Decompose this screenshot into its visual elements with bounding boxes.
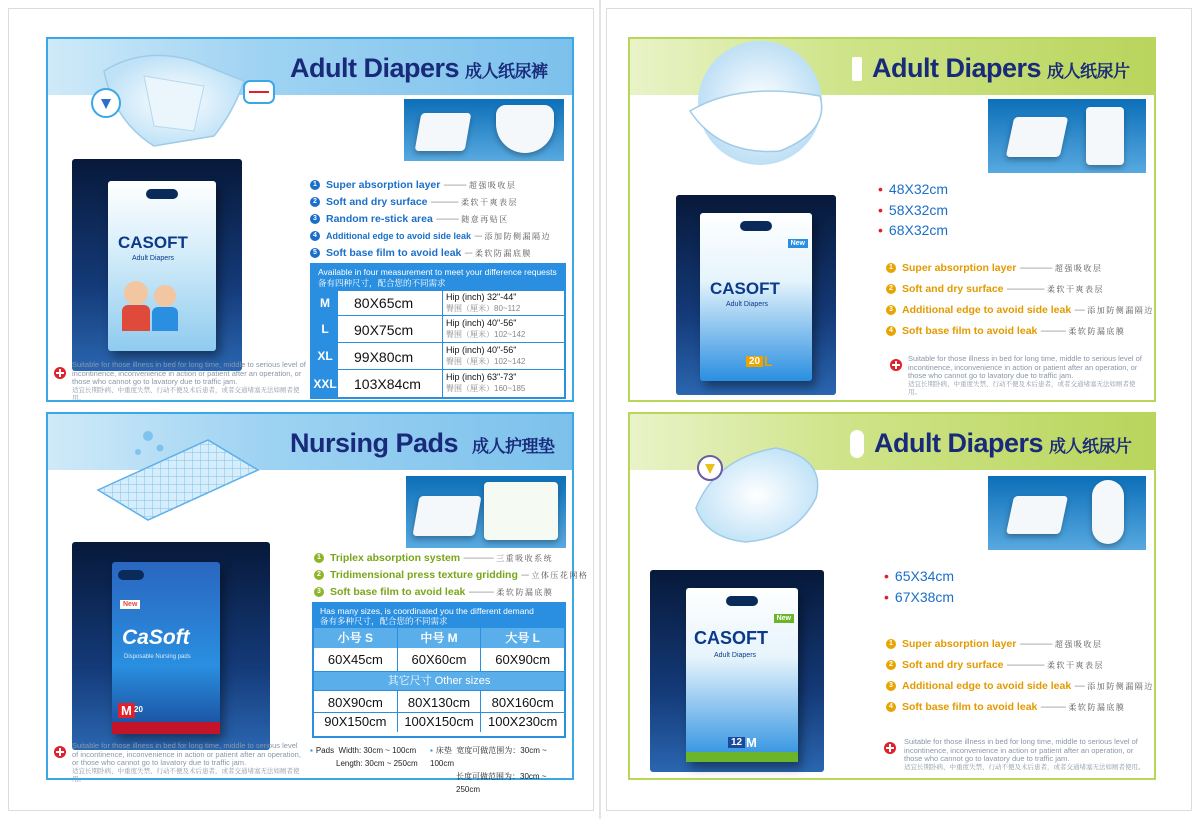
diaper-hero-illustration (84, 41, 284, 161)
box-count: 12 (728, 737, 745, 748)
pads-table-header: Has many sizes, is coordinated you the different demand 备有多种尺寸，配合您的不同需求 (314, 604, 564, 628)
product-box-casoft-briefs (72, 159, 242, 371)
pad-hero-illustration (660, 41, 860, 181)
pads-spec: ▪ Pads Width: 30cm ~ 100cm Length: 30cm ~ 250cm (310, 746, 418, 768)
title-en: Adult Diapers (874, 428, 1044, 458)
dimension-item: • 68X32cm (878, 222, 949, 238)
box-size: M (746, 735, 757, 750)
box-brand: CASOFT (710, 279, 780, 298)
pads-size-headers: 小号 S 中号 M 大号 L (314, 628, 564, 648)
product-thumbnail (406, 476, 566, 548)
size-row-l: L 90X75cm Hip (inch) 40"-56" 臀围（厘米）102~142 (312, 315, 564, 342)
box-subtitle: Adult Diapers (726, 301, 769, 308)
box-count: 20 (746, 356, 763, 367)
panel-title (290, 428, 555, 459)
usage-note: Suitable for those illness in bed for long time, middle to serious level of incontinence, inconvenience in action or patient after an operation, or those who cannot go to lavatory due to traffic jam. 适宜长期卧病、中重度失禁、行动不便及术后患者，或者交通堵塞无法如厕者使用。 (72, 360, 306, 402)
pads-other-row-2: 90X150cm 100X150cm 100X230cm (314, 712, 564, 732)
box-count: 20 (134, 705, 143, 714)
box-badge: New (774, 614, 794, 623)
pads-main-sizes: 60X45cm 60X60cm 60X90cm (314, 648, 564, 672)
title-en: Adult Diapers (872, 53, 1042, 83)
box-size: L (764, 353, 773, 369)
usage-note: Suitable for those illness in bed for long time, middle to serious level of incontinence, inconvenience in action or patient after an operation, or those who cannot go to lavatory due to traffic jam. 适宜长期卧病、中重度失禁、行动不便及术后患者，或者交通堵塞无法如厕者使用。 (904, 737, 1145, 771)
title-en: Nursing Pads (290, 428, 459, 458)
size-table-header: Available in four measurement to meet your difference requests 备有四种尺寸，配合您的不同需求 (312, 265, 564, 291)
box-badge: New (788, 239, 808, 248)
title-marker-icon (852, 57, 862, 81)
panel-title (290, 53, 548, 84)
feature-1: 1 Super absorption layer ------------- 超强吸收层 (886, 262, 1102, 274)
medical-cross-icon (54, 746, 66, 758)
product-thumbnail (988, 99, 1146, 173)
box-subtitle: Adult Diapers (714, 652, 757, 659)
product-thumbnail (404, 99, 564, 161)
pads-other-sizes-label: 其它尺寸 Other sizes (314, 672, 564, 690)
pads-size-table (312, 602, 566, 738)
panel-title (872, 53, 1130, 84)
feature-2: 2 Tridimensional press texture gridding --- 立体压花网格 (314, 569, 588, 581)
title-cn: 成人纸尿片 (1049, 437, 1132, 456)
medical-cross-icon (54, 367, 66, 379)
size-row-xxl: XXL 103X84cm Hip (inch) 63"-73" 臀围（厘米）160~185 (312, 369, 564, 397)
feature-1: 1 Super absorption layer ------------- 超强吸收层 (886, 638, 1102, 650)
product-box-casoft-nursing (72, 542, 270, 750)
feature-3: 3 Additional edge to avoid side leak ---- 添加防侧漏隔边 (886, 680, 1154, 692)
product-box-casoft-pads (676, 195, 836, 395)
nursing-pad-hero-illustration (88, 420, 268, 530)
feature-4: 4 Soft base film to avoid leak ---------- 柔软防漏底膜 (886, 325, 1125, 337)
title-cn: 成人护理垫 (472, 437, 555, 456)
title-cn: 成人纸尿片 (1047, 62, 1130, 81)
dimension-item: • 48X32cm (878, 181, 949, 197)
panel-adult-diapers-pads (628, 37, 1156, 402)
feature-1: 1 Super absorption layer --------- 超强吸收层 (310, 179, 516, 191)
title-cn: 成人纸尿裤 (465, 62, 548, 81)
dimension-item: • 58X32cm (878, 201, 949, 218)
feature-2: 2 Soft and dry surface --------------- 柔软干爽表层 (886, 283, 1104, 295)
box-brand: CASOFT (118, 233, 188, 252)
panel-nursing-pads (46, 412, 589, 794)
feature-2: 2 Soft and dry surface ----------- 柔软干爽表层 (310, 196, 518, 208)
feature-3: 3 Additional edge to avoid side leak ---- 添加防侧漏隔边 (886, 304, 1154, 316)
box-size: M (118, 703, 135, 718)
medical-cross-icon (890, 359, 902, 371)
product-thumbnail (988, 476, 1146, 550)
panel-adult-diapers-briefs (46, 37, 574, 402)
dimension-item: • 65X34cm (884, 568, 955, 584)
feature-2: 2 Soft and dry surface --------------- 柔软干爽表层 (886, 659, 1104, 671)
size-row-m: M 80X65cm Hip (inch) 32"-44" 臀围（厘米）80~112 (312, 289, 564, 315)
usage-note: Suitable for those illness in bed for long time, middle to serious level of incontinence, inconvenience in action or patient after an operation, or those who cannot go to lavatory due to traffic jam. 适宜长期卧病、中重度失禁、行动不便及术后患者，或者交通堵塞无法如厕者使用。 (72, 741, 301, 783)
feature-4: 4 Soft base film to avoid leak ---------- 柔软防漏底膜 (886, 701, 1125, 713)
medical-cross-icon (884, 742, 896, 754)
feature-3: 3 Soft base film to avoid leak ---------- 柔软防漏底膜 (314, 586, 553, 598)
panel-title (874, 428, 1132, 459)
feature-3: 3 Random re-stick area --------- 随意再贴区 (310, 213, 509, 225)
size-row-xl: XL 99X80cm Hip (inch) 40"-56" 臀围（厘米）102~142 (312, 342, 564, 369)
panel-adult-diapers-shaped (628, 412, 1156, 780)
size-table (310, 263, 566, 399)
box-badge: New (120, 600, 140, 609)
box-brand: CASOFT (694, 628, 768, 648)
feature-1: 1 Triplex absorption system ------------ 三重吸收系统 (314, 552, 553, 564)
usage-note: Suitable for those illness in bed for long time, middle to serious level of incontinence, inconvenience in action or patient after an operation, or those who cannot go to lavatory due to traffic jam. 适宜长期卧病、中重度失禁、行动不便及术后患者，或者交通堵塞无法如厕者使用。 (908, 354, 1142, 396)
bed-pad-spec: ▪ 床垫 宽度可做范围为：30cm ~ 100cm 长度可做范围为：30cm ~ 250cm (430, 746, 547, 794)
spread-divider (599, 0, 601, 819)
shaped-pad-hero-illustration (686, 438, 836, 548)
feature-5: 5 Soft base film to avoid leak --- 柔软防漏底膜 (310, 247, 532, 259)
dimension-list (878, 179, 948, 241)
pads-other-row-1: 80X90cm 80X130cm 80X160cm (314, 690, 564, 712)
box-subtitle: Disposable Nursing pads (124, 654, 191, 660)
title-marker-icon (850, 430, 864, 458)
title-en: Adult Diapers (290, 53, 460, 83)
product-box-casoft-shaped (650, 570, 824, 772)
dimension-item: • 67X38cm (884, 588, 955, 605)
feature-4: 4 Additional edge to avoid side leak --- 添加防侧漏隔边 (310, 230, 551, 242)
box-subtitle: Adult Diapers (132, 255, 175, 262)
dimension-list (884, 566, 954, 607)
box-brand: CaSoft (122, 626, 190, 649)
